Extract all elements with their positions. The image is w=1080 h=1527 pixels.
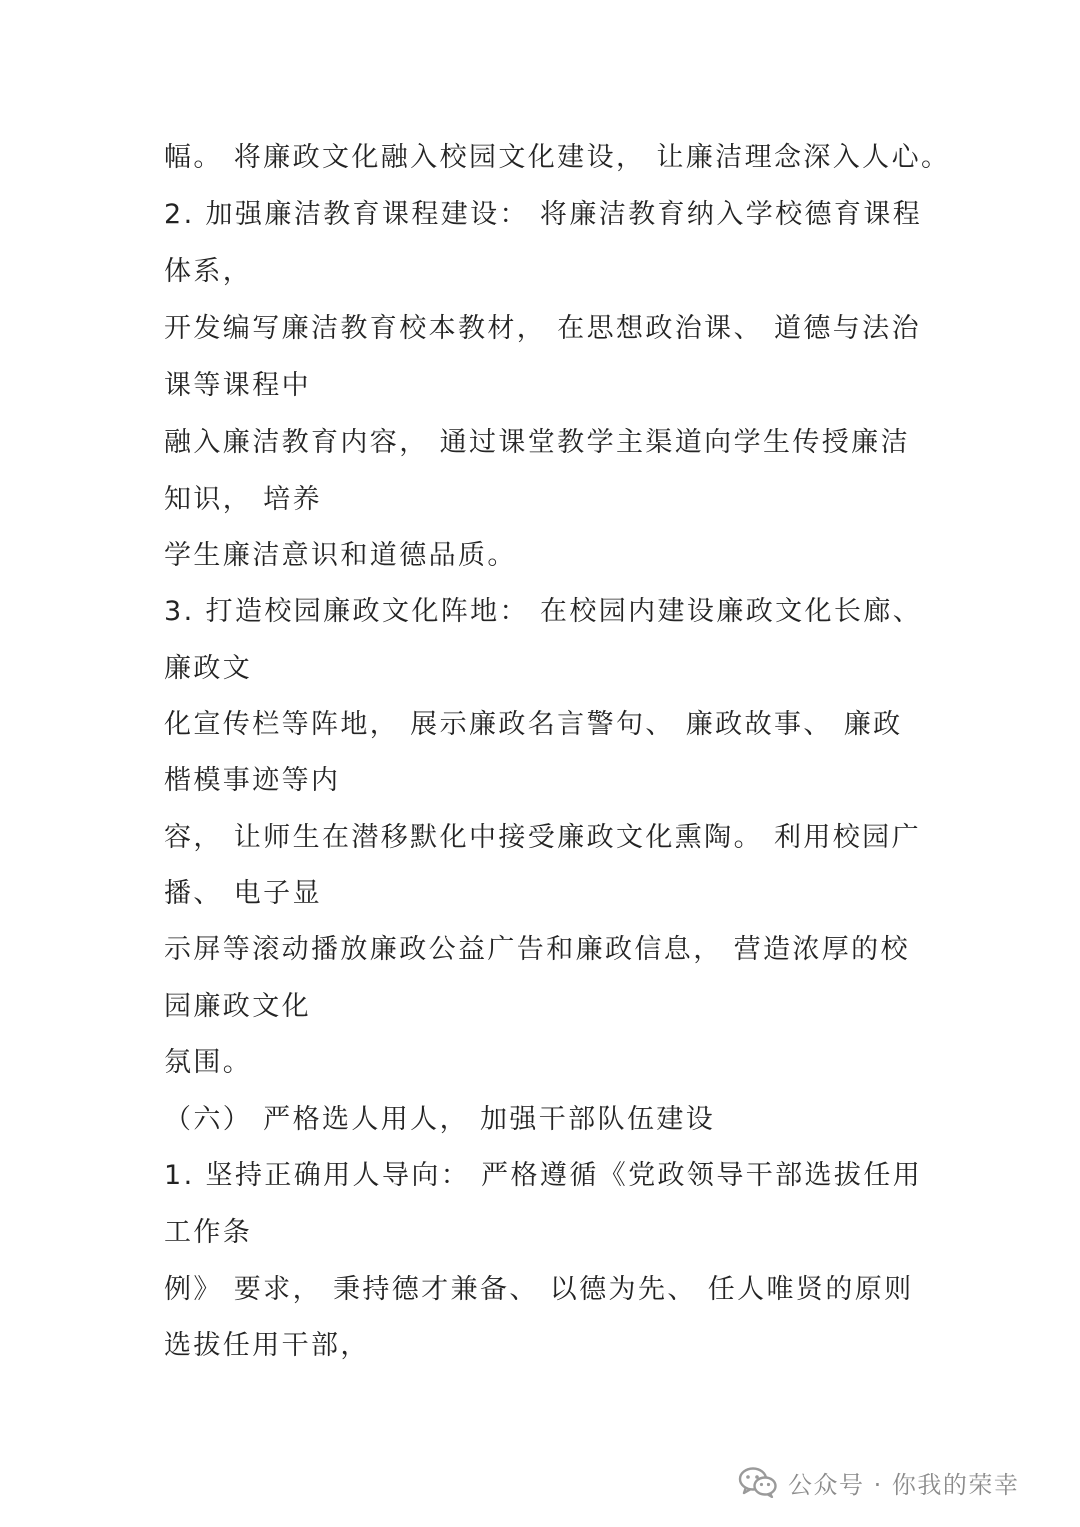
text-line: 氛围。 — [164, 1047, 253, 1078]
text-line: 示屏等滚动播放廉政公益广告和廉政信息， 营造浓厚的校 — [164, 934, 910, 965]
text-line: 融入廉洁教育内容， 通过课堂教学主渠道向学生传授廉洁 — [164, 427, 910, 458]
text-line: 选拔任用干部， — [164, 1330, 370, 1361]
watermark — [738, 1462, 1019, 1502]
text-line: 楷模事迹等内 — [164, 765, 341, 796]
text-line: 开发编写廉洁教育校本教材， 在思想政治课、 道德与法治 — [164, 313, 921, 344]
text-line: 1. 坚持正确用人导向： 严格遵循《党政领导干部选拔任用 — [164, 1160, 923, 1191]
text-line: 园廉政文化 — [164, 991, 311, 1022]
watermark-text: 公众号 · 你我的荣幸 — [788, 1470, 1020, 1499]
text-line: 3. 打造校园廉政文化阵地： 在校园内建设廉政文化长廊、 — [164, 596, 923, 627]
section-heading: （六） 严格选人用人， 加强干部队伍建设 — [164, 1104, 716, 1135]
text-line: 2. 加强廉洁教育课程建设： 将廉洁教育纳入学校德育课程 — [164, 199, 923, 230]
text-line: 幅。 将廉政文化融入校园文化建设， 让廉洁理念深入人心。 — [164, 142, 951, 173]
wechat-icon — [738, 1466, 778, 1498]
text-line: 课等课程中 — [164, 370, 311, 401]
text-line: 廉政文 — [164, 653, 253, 684]
text-line: 例》 要求， 秉持德才兼备、 以德为先、 任人唯贤的原则 — [164, 1274, 914, 1305]
text-line: 化宣传栏等阵地， 展示廉政名言警句、 廉政故事、 廉政 — [164, 709, 903, 740]
text-line: 知识， 培养 — [164, 484, 322, 515]
text-line: 体系， — [164, 256, 253, 287]
text-line: 容， 让师生在潜移默化中接受廉政文化熏陶。 利用校园广 — [164, 822, 921, 853]
text-line: 播、 电子显 — [164, 878, 322, 909]
text-line: 工作条 — [164, 1217, 253, 1248]
text-line: 学生廉洁意识和道德品质。 — [164, 540, 517, 571]
